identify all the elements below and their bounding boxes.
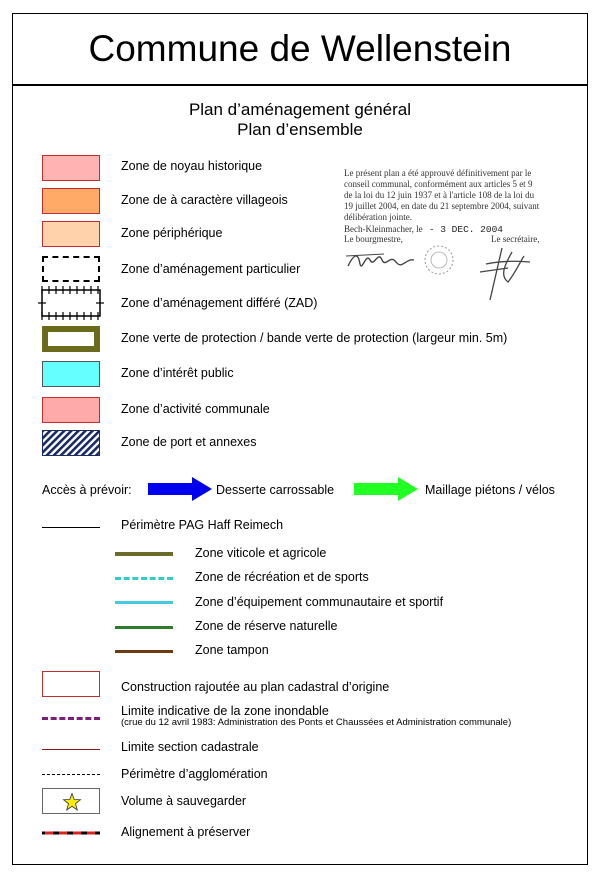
construction-label: Construction rajoutée au plan cadastral d’origine xyxy=(121,680,390,694)
vehicle-label: Desserte carrossable xyxy=(216,483,335,497)
label-zad: Zone d’aménagement différé (ZAD) xyxy=(121,296,318,310)
approval-line: conseil communal, conformément aux articles 5 et 9 xyxy=(344,179,533,189)
alignment-label: Alignement à préserver xyxy=(121,825,251,839)
flood-label: Limite indicative de la zone inondable xyxy=(121,704,329,718)
pedestrian-label: Maillage piétons / vélos xyxy=(425,483,555,497)
approval-line: 19 juillet 2004, en date du 21 septembre 2004, suivant xyxy=(344,201,540,211)
subzone-line-viticole xyxy=(115,552,173,556)
subtitle-line2: Plan d’ensemble xyxy=(237,120,363,139)
approval-line: de la loi du 12 juin 1937 et à l'article 108 de la loi du xyxy=(344,190,535,200)
approval-date-stamp: - 3 DEC. 2004 xyxy=(428,224,503,235)
perimeter-label: Périmètre PAG Haff Reimech xyxy=(121,518,284,532)
agglomeration-label: Périmètre d’agglomération xyxy=(121,767,268,781)
label-interet-public: Zone d’intérêt public xyxy=(121,366,234,380)
subtitle-line1: Plan d’aménagement général xyxy=(188,100,412,119)
approval-line: délibération jointe. xyxy=(344,212,412,222)
subzone-label-viticole: Zone viticole et agricole xyxy=(195,546,327,560)
mayor-signature xyxy=(344,240,454,280)
label-peripherique: Zone périphérique xyxy=(121,226,223,240)
alignment-line xyxy=(42,831,100,835)
subzone-line-equipement xyxy=(115,601,173,604)
agglomeration-line xyxy=(42,774,100,775)
star-icon xyxy=(63,793,81,811)
swatch-construction xyxy=(42,671,100,697)
swatch-volume xyxy=(42,788,100,814)
label-amenagement-particulier: Zone d’aménagement particulier xyxy=(121,262,301,276)
secretary-signature xyxy=(474,242,544,304)
swatch-peripherique xyxy=(42,221,100,247)
subzone-label-tampon: Zone tampon xyxy=(195,643,269,657)
swatch-zad xyxy=(38,286,104,320)
title-box xyxy=(12,13,588,85)
subzone-line-reserve xyxy=(115,626,173,629)
swatch-port-annexes xyxy=(42,430,100,456)
secretary-label: Le secrétaire, xyxy=(491,234,540,244)
subzone-line-tampon xyxy=(115,650,173,653)
pedestrian-arrow-icon xyxy=(354,477,420,501)
flood-note: (crue du 12 avril 1983: Administration des Ponts et Chaussées et Administration communale) xyxy=(121,717,512,728)
subzone-label-recreation: Zone de récréation et de sports xyxy=(195,570,369,584)
vehicle-arrow-icon xyxy=(148,477,214,501)
cadastral-label: Limite section cadastrale xyxy=(121,740,259,754)
subzone-line-recreation xyxy=(115,577,173,580)
swatch-amenagement-particulier xyxy=(42,256,100,282)
label-caractere-villageois: Zone de à caractère villageois xyxy=(121,193,288,207)
flood-line xyxy=(42,717,100,720)
volume-label: Volume à sauvegarder xyxy=(121,794,247,808)
swatch-noyau-historique xyxy=(42,155,100,181)
label-activite-communale: Zone d’activité communale xyxy=(121,402,270,416)
cadastral-line xyxy=(42,749,100,750)
mayor-label: Le bourgmestre, xyxy=(344,234,403,244)
approval-place: Bech-Kleinmacher, le xyxy=(344,224,423,234)
approval-text xyxy=(344,168,539,235)
label-noyau-historique: Zone de noyau historique xyxy=(121,159,263,173)
subzone-label-equipement: Zone d’équipement communautaire et sportif xyxy=(195,595,444,609)
swatch-activite-communale xyxy=(42,397,100,423)
page-title: Commune de Wellenstein xyxy=(88,28,512,69)
access-label: Accès à prévoir: xyxy=(42,483,132,497)
approval-line: Le présent plan a été approuvé définitivement par le xyxy=(344,168,532,178)
label-port-annexes: Zone de port et annexes xyxy=(121,435,257,449)
swatch-zone-verte xyxy=(42,326,100,352)
swatch-interet-public xyxy=(42,361,100,387)
perimeter-line xyxy=(42,527,100,528)
swatch-caractere-villageois xyxy=(42,188,100,214)
subzone-label-reserve: Zone de réserve naturelle xyxy=(195,619,338,633)
label-zone-verte: Zone verte de protection / bande verte de protection (largeur min. 5m) xyxy=(121,331,508,345)
